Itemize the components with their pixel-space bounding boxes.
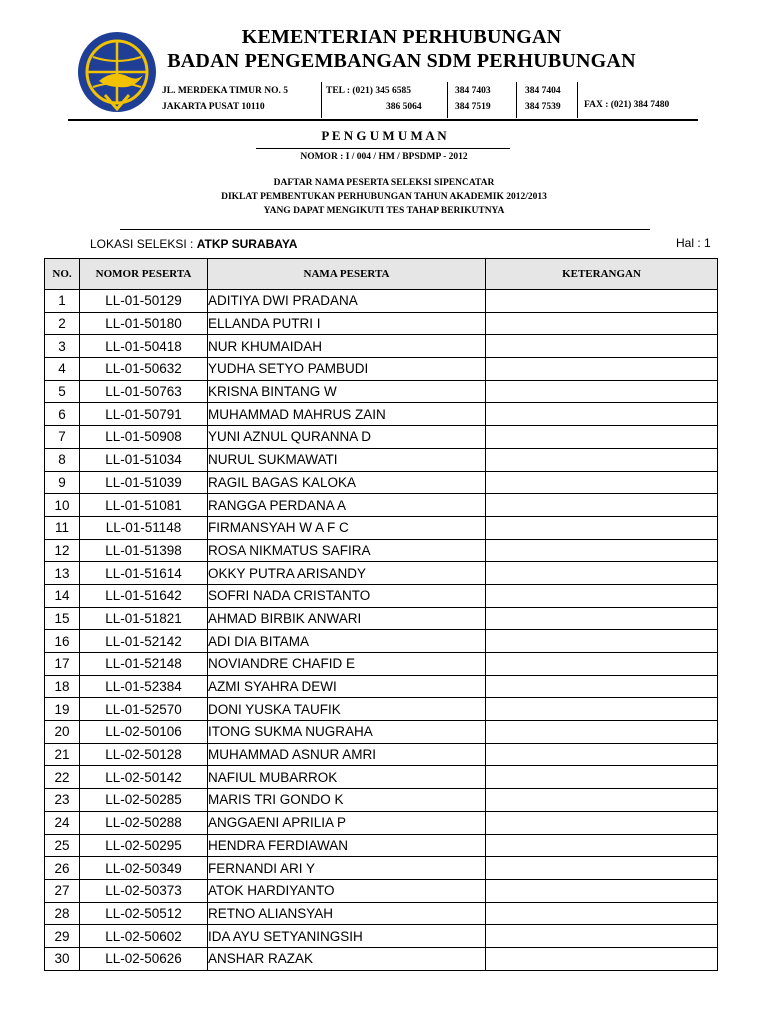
table-row <box>45 947 718 970</box>
remarks-cell <box>486 312 718 335</box>
header-no: NO. <box>45 259 80 290</box>
table-row <box>45 403 718 426</box>
remarks-cell <box>486 947 718 970</box>
row-number: 14 <box>45 584 80 607</box>
row-number: 4 <box>45 358 80 381</box>
participant-name: OKKY PUTRA ARISANDY <box>208 562 486 585</box>
participant-name: NOVIANDRE CHAFID E <box>208 653 486 676</box>
announcement-line-2: DIKLAT PEMBENTUKAN PERHUBUNGAN TAHUN AKADEMIK 2012/2013 <box>221 192 547 202</box>
row-number: 29 <box>45 925 80 948</box>
divider <box>447 82 448 118</box>
remarks-cell <box>486 380 718 403</box>
table-row <box>45 448 718 471</box>
announcement-title: P E N G U M U M A N <box>321 128 447 143</box>
table-row <box>45 630 718 653</box>
row-number: 8 <box>45 448 80 471</box>
participant-name: RETNO ALIANSYAH <box>208 902 486 925</box>
participant-name: KRISNA BINTANG W <box>208 380 486 403</box>
row-number: 19 <box>45 698 80 721</box>
row-number: 28 <box>45 902 80 925</box>
participant-number: LL-01-51034 <box>80 448 208 471</box>
participant-number: LL-02-50128 <box>80 743 208 766</box>
remarks-cell <box>486 743 718 766</box>
remarks-cell <box>486 857 718 880</box>
remarks-cell <box>486 879 718 902</box>
participant-number: LL-01-51642 <box>80 584 208 607</box>
remarks-cell <box>486 335 718 358</box>
announcement-line-1: DAFTAR NAMA PESERTA SELEKSI SIPENCATAR <box>273 178 495 188</box>
table-row <box>45 834 718 857</box>
remarks-cell <box>486 811 718 834</box>
row-number: 15 <box>45 607 80 630</box>
participant-name: YUDHA SETYO PAMBUDI <box>208 358 486 381</box>
divider <box>577 82 578 118</box>
org-title-2: BADAN PENGEMBANGAN SDM PERHUBUNGAN <box>167 50 636 72</box>
row-number: 7 <box>45 426 80 449</box>
participant-number: LL-02-50285 <box>80 789 208 812</box>
table-row <box>45 879 718 902</box>
participant-number: LL-01-50418 <box>80 335 208 358</box>
remarks-cell <box>486 675 718 698</box>
participant-name: NAFIUL MUBARROK <box>208 766 486 789</box>
participant-number: LL-01-51148 <box>80 516 208 539</box>
table-row <box>45 698 718 721</box>
participant-number: LL-01-50791 <box>80 403 208 426</box>
remarks-cell <box>486 925 718 948</box>
participant-number: LL-02-50602 <box>80 925 208 948</box>
participant-name: NURUL SUKMAWATI <box>208 448 486 471</box>
header-nama-peserta: NAMA PESERTA <box>208 259 486 290</box>
participant-name: AHMAD BIRBIK ANWARI <box>208 607 486 630</box>
title-underline <box>256 148 510 149</box>
table-row <box>45 743 718 766</box>
remarks-cell <box>486 902 718 925</box>
row-number: 30 <box>45 947 80 970</box>
table-row <box>45 857 718 880</box>
table-row <box>45 516 718 539</box>
tel-line-5: 384 7404 <box>525 86 561 96</box>
row-number: 5 <box>45 380 80 403</box>
divider <box>321 82 322 118</box>
row-number: 27 <box>45 879 80 902</box>
table-row <box>45 902 718 925</box>
announcement-rule <box>120 229 650 230</box>
table-row <box>45 358 718 381</box>
participant-number: LL-01-50129 <box>80 290 208 313</box>
participant-name: ADI DIA BITAMA <box>208 630 486 653</box>
participant-name: ADITIYA DWI PRADANA <box>208 290 486 313</box>
remarks-cell <box>486 539 718 562</box>
participant-number: LL-01-52570 <box>80 698 208 721</box>
remarks-cell <box>486 403 718 426</box>
address-line-2: JAKARTA PUSAT 10110 <box>162 102 265 112</box>
participant-number: LL-01-51398 <box>80 539 208 562</box>
divider <box>516 82 517 118</box>
participant-number: LL-02-50626 <box>80 947 208 970</box>
participant-number: LL-02-50295 <box>80 834 208 857</box>
selection-location <box>90 237 297 251</box>
participant-name: ANGGAENI APRILIA P <box>208 811 486 834</box>
participant-name: IDA AYU SETYANINGSIH <box>208 925 486 948</box>
row-number: 24 <box>45 811 80 834</box>
remarks-cell <box>486 562 718 585</box>
participant-number: LL-02-50512 <box>80 902 208 925</box>
row-number: 6 <box>45 403 80 426</box>
remarks-cell <box>486 471 718 494</box>
participant-number: LL-01-52142 <box>80 630 208 653</box>
ministry-logo-icon <box>75 29 159 115</box>
participant-number: LL-01-50908 <box>80 426 208 449</box>
participant-number: LL-01-51081 <box>80 494 208 517</box>
page-number: Hal : 1 <box>676 236 711 250</box>
remarks-cell <box>486 630 718 653</box>
remarks-cell <box>486 516 718 539</box>
participant-number: LL-01-51614 <box>80 562 208 585</box>
table-row <box>45 607 718 630</box>
remarks-cell <box>486 494 718 517</box>
participant-name: ROSA NIKMATUS SAFIRA <box>208 539 486 562</box>
participant-number: LL-01-52384 <box>80 675 208 698</box>
participant-number: LL-01-50763 <box>80 380 208 403</box>
remarks-cell <box>486 358 718 381</box>
table-row <box>45 562 718 585</box>
row-number: 9 <box>45 471 80 494</box>
location-label: LOKASI SELEKSI : <box>90 237 197 251</box>
table-row <box>45 335 718 358</box>
participant-number: LL-01-51821 <box>80 607 208 630</box>
participant-name: RANGGA PERDANA A <box>208 494 486 517</box>
table-row <box>45 426 718 449</box>
participant-number: LL-01-52148 <box>80 653 208 676</box>
participant-name: ANSHAR RAZAK <box>208 947 486 970</box>
row-number: 22 <box>45 766 80 789</box>
participant-number: LL-01-50632 <box>80 358 208 381</box>
table-row <box>45 471 718 494</box>
address-line-1: JL. MERDEKA TIMUR NO. 5 <box>162 86 288 96</box>
row-number: 25 <box>45 834 80 857</box>
remarks-cell <box>486 698 718 721</box>
table-row <box>45 811 718 834</box>
participant-name: SOFRI NADA CRISTANTO <box>208 584 486 607</box>
table-row <box>45 290 718 313</box>
participant-name: ATOK HARDIYANTO <box>208 879 486 902</box>
remarks-cell <box>486 766 718 789</box>
row-number: 18 <box>45 675 80 698</box>
table-row <box>45 584 718 607</box>
remarks-cell <box>486 426 718 449</box>
tel-line-6: 384 7539 <box>525 102 561 112</box>
participant-name: AZMI SYAHRA DEWI <box>208 675 486 698</box>
participant-name: HENDRA FERDIAWAN <box>208 834 486 857</box>
remarks-cell <box>486 290 718 313</box>
remarks-cell <box>486 653 718 676</box>
row-number: 1 <box>45 290 80 313</box>
table-row <box>45 789 718 812</box>
table-row <box>45 766 718 789</box>
remarks-cell <box>486 584 718 607</box>
participant-number: LL-02-50288 <box>80 811 208 834</box>
row-number: 12 <box>45 539 80 562</box>
participant-name: ELLANDA PUTRI I <box>208 312 486 335</box>
participant-name: FERNANDI ARI Y <box>208 857 486 880</box>
table-row <box>45 312 718 335</box>
participant-number: LL-01-51039 <box>80 471 208 494</box>
remarks-cell <box>486 607 718 630</box>
announcement-number: NOMOR : I / 004 / HM / BPSDMP - 2012 <box>300 152 468 162</box>
participant-number: LL-02-50373 <box>80 879 208 902</box>
row-number: 23 <box>45 789 80 812</box>
participant-table <box>44 258 718 971</box>
row-number: 20 <box>45 721 80 744</box>
tel-line-3: 384 7403 <box>455 86 491 96</box>
participant-name: MUHAMMAD MAHRUS ZAIN <box>208 403 486 426</box>
fax-line: FAX : (021) 384 7480 <box>584 100 670 110</box>
participant-name: FIRMANSYAH W A F C <box>208 516 486 539</box>
row-number: 13 <box>45 562 80 585</box>
participant-number: LL-02-50106 <box>80 721 208 744</box>
tel-line-2: 386 5064 <box>386 102 422 112</box>
participant-name: MARIS TRI GONDO K <box>208 789 486 812</box>
tel-line-1: TEL : (021) 345 6585 <box>326 86 411 96</box>
table-row <box>45 721 718 744</box>
org-title-1: KEMENTERIAN PERHUBUNGAN <box>241 26 562 48</box>
table-row <box>45 539 718 562</box>
row-number: 26 <box>45 857 80 880</box>
location-value: ATKP SURABAYA <box>196 237 298 251</box>
header-keterangan: KETERANGAN <box>486 259 718 290</box>
participant-name: RAGIL BAGAS KALOKA <box>208 471 486 494</box>
row-number: 3 <box>45 335 80 358</box>
remarks-cell <box>486 721 718 744</box>
participant-name: DONI YUSKA TAUFIK <box>208 698 486 721</box>
table-row <box>45 653 718 676</box>
table-row <box>45 494 718 517</box>
row-number: 10 <box>45 494 80 517</box>
participant-number: LL-02-50142 <box>80 766 208 789</box>
row-number: 16 <box>45 630 80 653</box>
row-number: 11 <box>45 516 80 539</box>
tel-line-4: 384 7519 <box>455 102 491 112</box>
table-row <box>45 675 718 698</box>
participant-name: NUR KHUMAIDAH <box>208 335 486 358</box>
row-number: 17 <box>45 653 80 676</box>
participant-number: LL-01-50180 <box>80 312 208 335</box>
table-row <box>45 925 718 948</box>
row-number: 21 <box>45 743 80 766</box>
participant-name: YUNI AZNUL QURANNA D <box>208 426 486 449</box>
participant-name: MUHAMMAD ASNUR AMRI <box>208 743 486 766</box>
participant-name: ITONG SUKMA NUGRAHA <box>208 721 486 744</box>
header-rule <box>68 119 698 121</box>
remarks-cell <box>486 834 718 857</box>
table-row <box>45 380 718 403</box>
announcement-line-3: YANG DAPAT MENGIKUTI TES TAHAP BERIKUTNYA <box>263 206 505 216</box>
remarks-cell <box>486 789 718 812</box>
table-header-row <box>45 259 718 290</box>
remarks-cell <box>486 448 718 471</box>
participant-number: LL-02-50349 <box>80 857 208 880</box>
header-nomor-peserta: NOMOR PESERTA <box>80 259 208 290</box>
row-number: 2 <box>45 312 80 335</box>
